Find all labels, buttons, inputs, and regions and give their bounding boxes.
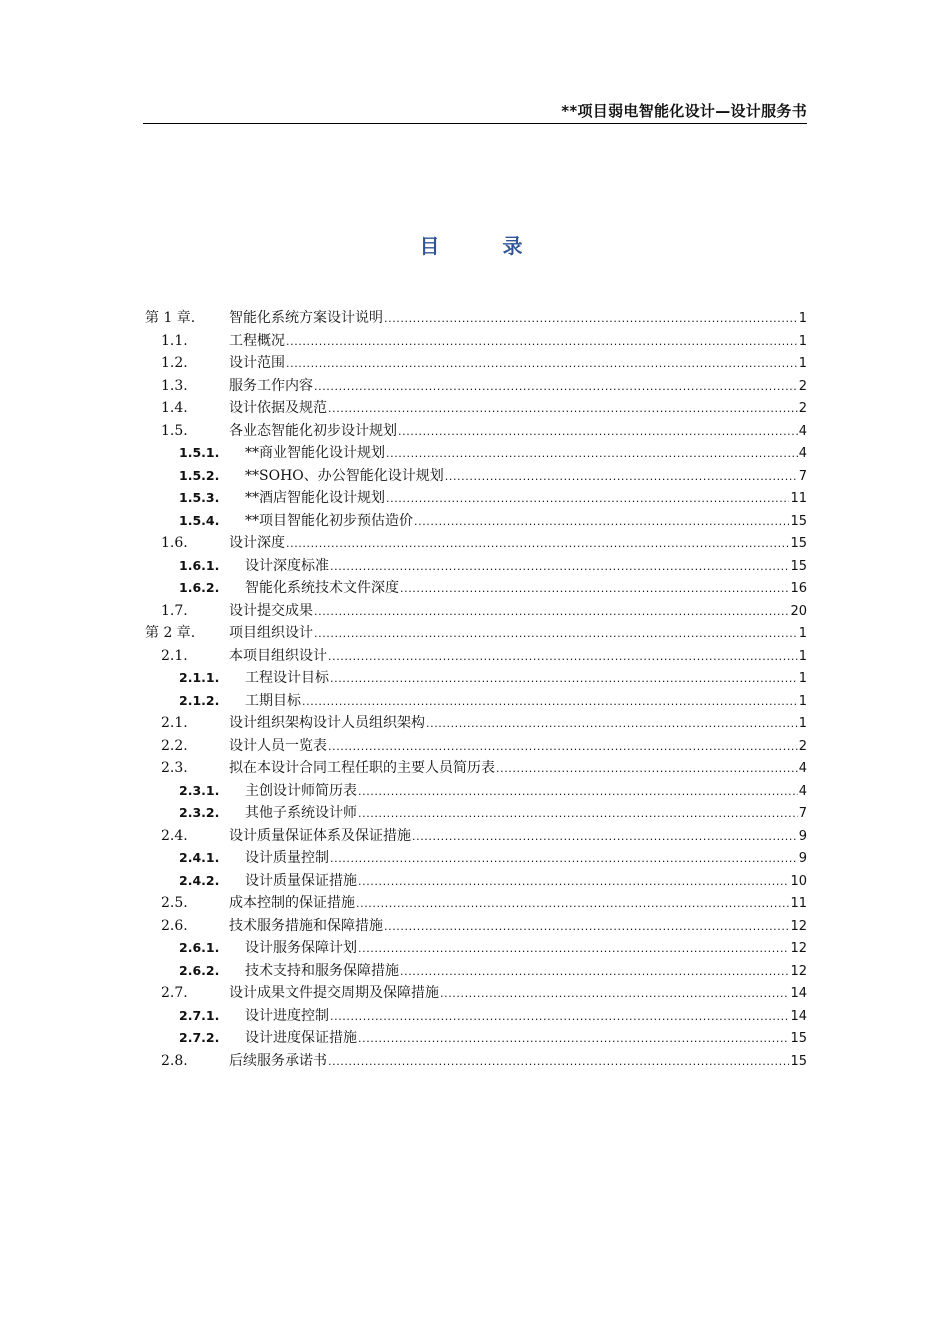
toc-entry-title: 设计质量控制 (245, 850, 329, 866)
toc-entry-number: 1.6.1. (179, 557, 220, 573)
toc-entry[interactable] (145, 397, 807, 420)
toc-entry-title: 设计人员一览表 (229, 737, 327, 754)
toc-dot-leader (330, 668, 798, 690)
toc-entry-title: 其他子系统设计师 (245, 805, 357, 821)
toc-entry[interactable] (145, 735, 807, 758)
toc-entry-number: 1.2. (161, 355, 188, 371)
toc-entry-number: 2.4.1. (179, 850, 220, 865)
toc-dot-leader (328, 736, 798, 758)
toc-entry[interactable] (145, 847, 807, 870)
toc-entry-number: 2.7. (161, 985, 188, 1001)
toc-entry-page: 2 (798, 401, 807, 416)
toc-entry-title: 设计范围 (229, 355, 285, 371)
toc-entry-page: 14 (790, 1008, 807, 1024)
toc-entry[interactable] (145, 622, 807, 645)
toc-dot-leader (384, 308, 798, 330)
toc-entry-title: 工期目标 (245, 692, 301, 709)
toc-entry-number: 2.7.1. (179, 1007, 220, 1023)
toc-entry-title: 主创设计师简历表 (245, 782, 357, 799)
toc-entry-page: 1 (798, 648, 807, 664)
toc-dot-leader (358, 803, 798, 825)
toc-entry-title: 设计成果文件提交周期及保障措施 (229, 985, 439, 1001)
toc-dot-leader (330, 556, 789, 578)
toc-entry-page: 12 (790, 918, 807, 934)
toc-entry-number: 2.1.1. (179, 670, 220, 685)
toc-entry[interactable] (145, 1050, 807, 1073)
toc-entry-page: 1 (798, 716, 807, 731)
toc-entry-number: 1.4. (161, 400, 188, 416)
toc-entry[interactable] (145, 330, 807, 353)
toc-entry[interactable] (145, 465, 807, 488)
toc-entry-page: 2 (798, 378, 807, 394)
toc-entry[interactable] (145, 960, 807, 983)
toc-entry-title: **商业智能化设计规划 (245, 445, 385, 461)
toc-entry[interactable] (145, 780, 807, 803)
toc-entry[interactable] (145, 757, 807, 780)
toc-entry-page: 4 (798, 783, 807, 799)
toc-entry-title: 工程概况 (229, 332, 285, 349)
toc-dot-leader (358, 781, 798, 803)
toc-entry-title: 技术支持和服务保障措施 (245, 962, 399, 979)
toc-entry-number: 1.5.2. (179, 467, 220, 483)
toc-entry-page: 15 (790, 1053, 807, 1069)
toc-entry[interactable] (145, 375, 807, 398)
toc-entry-number: 1.5.1. (179, 445, 220, 460)
toc-entry-number: 第 1 章. (145, 310, 196, 326)
page-header: **项目弱电智能化设计—设计服务书 (561, 102, 807, 120)
table-of-contents (145, 307, 807, 1072)
toc-dot-leader (302, 691, 798, 713)
toc-entry[interactable] (145, 825, 807, 848)
toc-entry-title: 服务工作内容 (229, 377, 313, 394)
toc-dot-leader (400, 578, 789, 600)
toc-entry[interactable] (145, 645, 807, 668)
toc-dot-leader (426, 713, 798, 735)
toc-dot-leader (328, 1051, 789, 1073)
toc-entry[interactable] (145, 352, 807, 375)
toc-entry-title: 智能化系统技术文件深度 (245, 580, 399, 596)
toc-entry-number: 1.7. (161, 602, 188, 619)
toc-entry-page: 14 (790, 986, 807, 1001)
toc-entry[interactable] (145, 577, 807, 600)
toc-entry-page: 12 (790, 963, 807, 979)
toc-dot-leader (414, 511, 789, 533)
toc-dot-leader (314, 623, 798, 645)
toc-entry-page: 1 (798, 626, 807, 641)
toc-entry[interactable] (145, 982, 807, 1005)
toc-dot-leader (386, 488, 789, 510)
toc-dot-leader (330, 1006, 789, 1028)
toc-entry-title: 智能化系统方案设计说明 (229, 310, 383, 326)
toc-entry-page: 16 (790, 581, 807, 596)
toc-entry-number: 2.2. (161, 737, 188, 754)
toc-entry-number: 1.3. (161, 377, 188, 394)
toc-entry-page: 2 (798, 738, 807, 754)
toc-entry[interactable] (145, 712, 807, 735)
toc-dot-leader (286, 353, 798, 375)
toc-entry[interactable] (145, 937, 807, 960)
toc-entry[interactable] (145, 442, 807, 465)
toc-entry-number: 1.5.3. (179, 490, 220, 505)
toc-dot-leader (314, 601, 789, 623)
toc-entry-title: 设计提交成果 (229, 602, 313, 619)
toc-dot-leader (384, 916, 789, 938)
toc-entry-title: 工程设计目标 (245, 670, 329, 686)
toc-entry-page: 7 (798, 468, 807, 484)
header-divider (143, 123, 807, 124)
toc-entry[interactable] (145, 915, 807, 938)
toc-entry-title: 各业态智能化初步设计规划 (229, 422, 397, 439)
toc-entry-page: 12 (790, 941, 807, 956)
toc-entry-page: 15 (790, 536, 807, 551)
toc-entry-page: 9 (798, 851, 807, 866)
toc-entry-number: 1.6.2. (179, 580, 220, 595)
toc-title: 目 录 (419, 234, 551, 258)
toc-entry[interactable] (145, 487, 807, 510)
toc-entry-page: 1 (798, 356, 807, 371)
toc-entry-number: 2.4.2. (179, 872, 220, 888)
toc-dot-leader (286, 533, 789, 555)
toc-entry-title: 后续服务承诺书 (229, 1052, 327, 1069)
toc-entry-title: 技术服务措施和保障措施 (229, 917, 383, 934)
toc-entry-page: 1 (798, 671, 807, 686)
toc-entry-number: 2.1. (161, 715, 188, 731)
toc-dot-leader (328, 646, 798, 668)
toc-dot-leader (412, 826, 798, 848)
toc-dot-leader (400, 961, 789, 983)
toc-entry[interactable] (145, 555, 807, 578)
toc-entry-page: 1 (798, 333, 807, 349)
toc-dot-leader (328, 398, 798, 420)
toc-entry-page: 11 (790, 896, 807, 911)
toc-entry-title: 设计深度 (229, 535, 285, 551)
toc-entry[interactable] (145, 307, 807, 330)
toc-dot-leader (358, 938, 789, 960)
toc-dot-leader (286, 331, 798, 353)
toc-entry-page: 4 (798, 423, 807, 439)
toc-entry-number: 第 2 章. (145, 625, 196, 641)
toc-dot-leader (358, 871, 789, 893)
toc-entry[interactable] (145, 870, 807, 893)
toc-entry-title: 项目组织设计 (229, 625, 313, 641)
toc-entry-title: 设计质量保证体系及保证措施 (229, 827, 411, 844)
toc-entry[interactable] (145, 532, 807, 555)
toc-entry-title: **项目智能化初步预估造价 (245, 512, 413, 529)
toc-entry-title: **SOHO、办公智能化设计规划 (245, 467, 444, 484)
toc-entry-page: 4 (798, 761, 807, 776)
toc-dot-leader (356, 893, 789, 915)
toc-entry[interactable] (145, 802, 807, 825)
toc-entry-number: 2.8. (161, 1052, 188, 1069)
toc-dot-leader (440, 983, 789, 1005)
toc-dot-leader (496, 758, 798, 780)
toc-entry-number: 2.3.2. (179, 805, 220, 820)
toc-entry-page: 4 (798, 446, 807, 461)
toc-entry[interactable] (145, 892, 807, 915)
toc-entry-page: 1 (798, 311, 807, 326)
toc-entry[interactable] (145, 510, 807, 533)
toc-dot-leader (386, 443, 798, 465)
toc-entry[interactable] (145, 690, 807, 713)
toc-entry-title: 设计进度保证措施 (245, 1030, 357, 1046)
toc-entry-number: 1.6. (161, 535, 188, 551)
toc-entry-title: 本项目组织设计 (229, 647, 327, 664)
toc-entry-title: 设计依据及规范 (229, 400, 327, 416)
toc-entry[interactable] (145, 667, 807, 690)
toc-entry[interactable] (145, 420, 807, 443)
toc-entry-number: 2.1. (161, 647, 188, 664)
toc-entry-title: 设计深度标准 (245, 557, 329, 574)
toc-entry-number: 1.1. (161, 332, 188, 349)
toc-entry-title: 成本控制的保证措施 (229, 895, 355, 911)
toc-entry[interactable] (145, 1005, 807, 1028)
toc-dot-leader (330, 848, 798, 870)
toc-entry[interactable] (145, 1027, 807, 1050)
toc-entry-title: **酒店智能化设计规划 (245, 490, 385, 506)
toc-entry-page: 20 (790, 603, 807, 619)
toc-entry-page: 11 (790, 491, 807, 506)
toc-entry-number: 2.1.2. (179, 692, 220, 708)
toc-entry-number: 2.6.1. (179, 940, 220, 955)
toc-dot-leader (398, 421, 798, 443)
toc-entry-page: 15 (790, 513, 807, 529)
toc-entry-number: 2.3. (161, 760, 188, 776)
toc-entry-number: 2.6. (161, 917, 188, 934)
toc-entry-number: 1.5. (161, 422, 188, 439)
toc-dot-leader (358, 1028, 789, 1050)
toc-dot-leader (445, 466, 798, 488)
toc-entry-title: 设计组织架构设计人员组织架构 (229, 715, 425, 731)
toc-entry-title: 设计进度控制 (245, 1007, 329, 1024)
toc-entry-page: 10 (790, 873, 807, 889)
toc-entry-number: 1.5.4. (179, 512, 220, 528)
toc-entry-number: 2.4. (161, 827, 188, 844)
toc-entry-title: 设计质量保证措施 (245, 872, 357, 889)
toc-entry-title: 拟在本设计合同工程任职的主要人员简历表 (229, 760, 495, 776)
toc-entry-number: 2.5. (161, 895, 188, 911)
toc-entry-page: 7 (798, 806, 807, 821)
toc-entry-number: 2.6.2. (179, 962, 220, 978)
toc-entry-page: 15 (790, 1031, 807, 1046)
toc-entry-number: 2.3.1. (179, 782, 220, 798)
toc-dot-leader (314, 376, 798, 398)
toc-entry-page: 9 (798, 828, 807, 844)
toc-entry-number: 2.7.2. (179, 1030, 220, 1045)
toc-entry-title: 设计服务保障计划 (245, 940, 357, 956)
toc-entry[interactable] (145, 600, 807, 623)
toc-entry-page: 15 (790, 558, 807, 574)
toc-entry-page: 1 (798, 693, 807, 709)
